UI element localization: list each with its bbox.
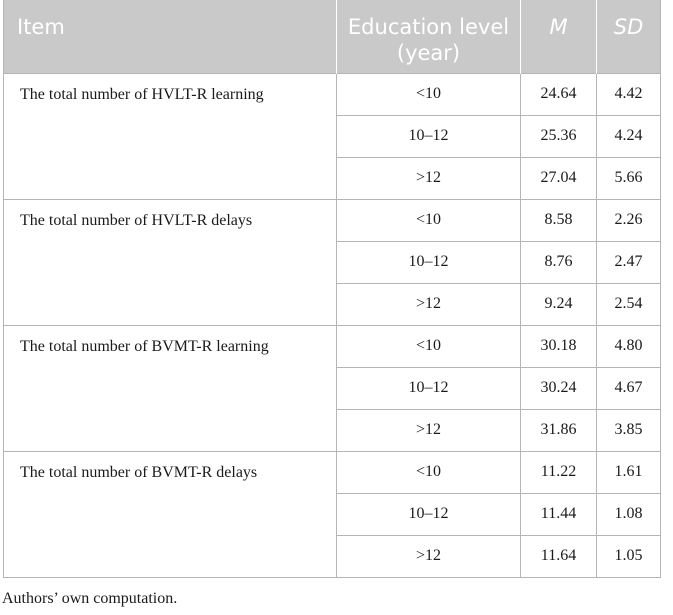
mean-cell: 11.64 [521, 535, 597, 577]
sd-cell: 2.26 [597, 199, 661, 241]
item-label: The total number of BVMT-R learning [4, 325, 337, 451]
mean-cell: 11.44 [521, 493, 597, 535]
education-cell: <10 [337, 325, 521, 367]
table-row [4, 325, 661, 367]
header-sd: SD [597, 0, 661, 73]
sd-cell: 2.54 [597, 283, 661, 325]
table-footnote: Authors’ own computation. [2, 590, 178, 607]
sd-cell: 4.80 [597, 325, 661, 367]
sd-cell: 2.47 [597, 241, 661, 283]
sd-cell: 4.42 [597, 73, 661, 115]
education-cell: >12 [337, 157, 521, 199]
header-education-level: Education level (year) [337, 0, 521, 73]
education-cell: 10–12 [337, 493, 521, 535]
sd-cell: 5.66 [597, 157, 661, 199]
mean-cell: 30.18 [521, 325, 597, 367]
item-label: The total number of HVLT-R delays [4, 199, 337, 325]
header-item: Item [4, 0, 337, 73]
mean-cell: 24.64 [521, 73, 597, 115]
education-cell: >12 [337, 283, 521, 325]
mean-cell: 25.36 [521, 115, 597, 157]
sd-cell: 4.24 [597, 115, 661, 157]
sd-cell: 1.05 [597, 535, 661, 577]
header-row [4, 0, 661, 73]
mean-cell: 9.24 [521, 283, 597, 325]
table-row [4, 451, 661, 493]
education-cell: 10–12 [337, 367, 521, 409]
education-cell: <10 [337, 73, 521, 115]
results-table [3, 0, 661, 578]
mean-cell: 30.24 [521, 367, 597, 409]
item-label: The total number of BVMT-R delays [4, 451, 337, 577]
mean-cell: 8.76 [521, 241, 597, 283]
education-cell: <10 [337, 199, 521, 241]
sd-cell: 1.08 [597, 493, 661, 535]
table-row [4, 73, 661, 115]
education-cell: 10–12 [337, 115, 521, 157]
sd-cell: 4.67 [597, 367, 661, 409]
item-label: The total number of HVLT-R learning [4, 73, 337, 199]
mean-cell: 31.86 [521, 409, 597, 451]
mean-cell: 8.58 [521, 199, 597, 241]
education-cell: 10–12 [337, 241, 521, 283]
mean-cell: 11.22 [521, 451, 597, 493]
mean-cell: 27.04 [521, 157, 597, 199]
header-mean: M [521, 0, 597, 73]
education-cell: <10 [337, 451, 521, 493]
education-cell: >12 [337, 535, 521, 577]
table-row [4, 199, 661, 241]
sd-cell: 3.85 [597, 409, 661, 451]
education-cell: >12 [337, 409, 521, 451]
sd-cell: 1.61 [597, 451, 661, 493]
